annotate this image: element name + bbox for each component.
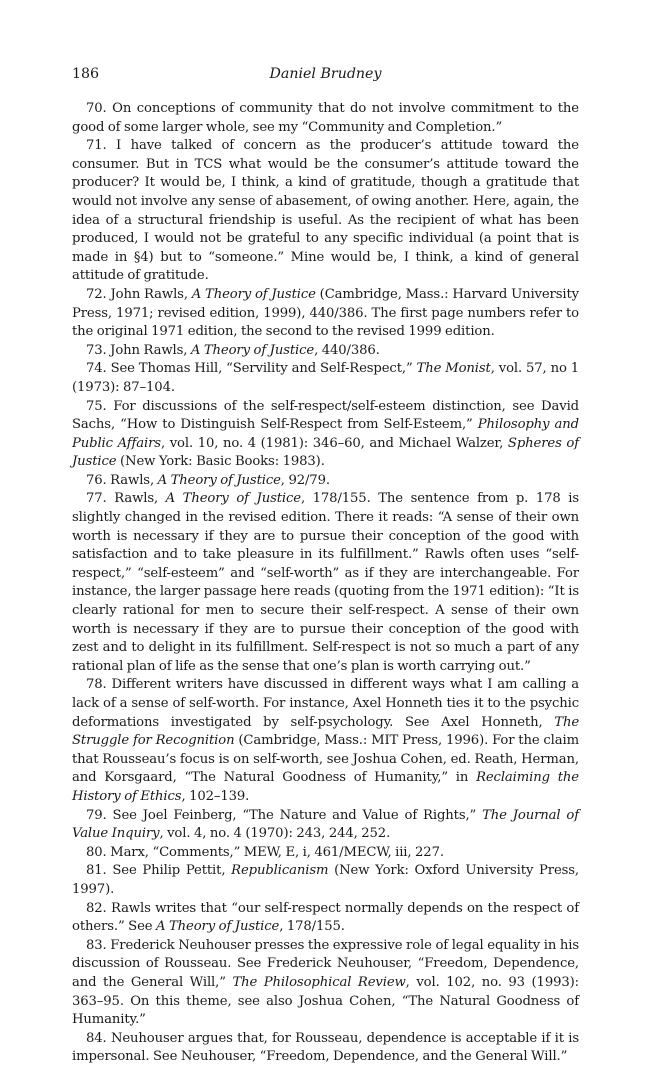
note-text: , 178/155. The sentence from p. 178 is slightly changed in the revised edition. There it reads: “A sense of their own worth is necessary if they are to pursue their conception of the good with satisfaction and to take pleasure in its fulfillment.” Rawls often uses “self-respect,” “self-esteem” and “self-worth” as if they are interchangeable. For instance, the larger passage here reads (quoting from the 1971 edition): “It is clearly rational for men to secure their self-respect. A sense of their own worth is necessary if they are to pursue their conception of the good with zest and to delight in its fulfillment. Self-respect is not so much a part of any rational plan of life as the sense that one’s plan is worth carrying out.”	[72, 491, 579, 674]
endnote	[72, 100, 579, 137]
endnote	[72, 398, 579, 472]
endnote	[72, 1030, 579, 1067]
endnote	[72, 844, 579, 863]
italic-title: A Theory of Justice	[165, 491, 301, 507]
note-text: (Cambridge, Mass.: Harvard University Press, 1971; revised edition, 1999), 440/386. The first page numbers refer to the original 1971 edition, the second to the revised 1999 edition.	[72, 286, 579, 340]
note-text: , 178/155.	[279, 919, 345, 935]
endnote	[72, 490, 579, 676]
italic-title: The Philosophical Review	[232, 974, 406, 990]
running-head: Daniel Brudney	[269, 66, 382, 82]
note-text: , vol. 57, no 1 (1973): 87–104.	[72, 361, 579, 395]
endnotes	[72, 100, 579, 1067]
note-text: , 92/79.	[280, 472, 330, 488]
italic-title: The Journal of Value Inquiry	[72, 807, 579, 842]
note-text: 70. On conceptions of community that do not involve commitment to the good of some larger whole, see my “Community and Completion.”	[72, 101, 579, 135]
italic-title: Philosophy and Public Affairs	[72, 417, 579, 451]
endnote	[72, 676, 579, 806]
endnote	[72, 342, 579, 361]
endnote	[72, 137, 579, 286]
italic-title: A Theory of Justice	[156, 919, 280, 935]
italic-title: The Struggle for Recognition	[72, 714, 579, 749]
endnote	[72, 900, 579, 937]
page-number: 186	[72, 66, 100, 82]
endnote	[72, 937, 579, 1030]
note-text: 84. Neuhouser argues that, for Rousseau, dependence is acceptable if it is impersonal. See Neuhouser, “Freedom, Dependence, and the General Will.”	[72, 1030, 579, 1065]
note-text: 82. Rawls writes that “our self-respect normally depends on the respect of others.” See	[72, 900, 579, 935]
note-text: 71. I have talked of concern as the producer’s attitude toward the consumer. But in TCS what would be the consumer’s attitude toward the producer? It would be, I think, a kind of gratitude, though a gratitude that would not involve any sense of abasement, of owing another. Here, again, the idea of a structural friendship is useful. As the recipient of what has been produced, I would not be grateful to any specific individual (a point that is made in §4) but to “someone.” Mine would be, I think, a kind of general attitude of gratitude.	[72, 138, 579, 284]
endnote	[72, 807, 579, 844]
note-text: 73. John Rawls,	[86, 342, 191, 358]
note-text: (New York: Basic Books: 1983).	[116, 454, 325, 470]
note-text: 77. Rawls,	[86, 491, 166, 507]
note-text: (New York: Oxford University Press, 1997).	[72, 863, 580, 897]
italic-title: A Theory of Justice	[157, 472, 281, 488]
note-text: , vol. 4, no. 4 (1970): 243, 244, 252.	[159, 826, 391, 842]
italic-title: A Theory of Justice	[190, 342, 315, 358]
note-text: , 440/386.	[314, 342, 380, 358]
italic-title: The Monist	[416, 361, 491, 377]
note-text: 81. See Philip Pettit,	[86, 863, 232, 879]
endnote	[72, 360, 579, 397]
page-header	[72, 66, 579, 86]
italic-title: A Theory of Justice	[191, 286, 316, 302]
note-text: 79. See Joel Feinberg, “The Nature and Value of Rights,”	[86, 807, 483, 823]
endnote	[72, 472, 579, 491]
italic-title: Republicanism	[231, 863, 329, 879]
note-text: 74. See Thomas Hill, “Servility and Self-Respect,”	[86, 361, 417, 377]
endnote	[72, 862, 579, 899]
note-text: , vol. 102, no. 93 (1993): 363–95. On this theme, see also Joshua Cohen, “The Natural Goodness of Humanity.”	[72, 974, 579, 1028]
italic-title: Reclaiming the History of Ethics	[72, 770, 579, 804]
note-text: 76. Rawls,	[86, 472, 158, 488]
note-text: 75. For discussions of the self-respect/self-esteem distinction, see David Sachs, “How to Distinguish Self-Respect from Self-Esteem,”	[72, 398, 579, 433]
note-text: , vol. 10, no. 4 (1981): 346–60, and Michael Walzer,	[160, 435, 508, 451]
italic-title: Spheres of Justice	[72, 435, 579, 470]
note-text: (Cambridge, Mass.: MIT Press, 1996). For the claim that Rousseau’s focus is on self-worth, see Joshua Cohen, ed. Reath, Herman, and Korsgaard, “The Natural Goodness of Humanity,” in	[72, 733, 579, 786]
note-text: , 102–139.	[181, 788, 250, 804]
note-text: 78. Different writers have discussed in different ways what I am calling a lack of a sense of self-worth. For instance, Axel Honneth ties it to the psychic deformations investigated by self-psychology. See Axel Honneth,	[72, 677, 579, 730]
note-text: 80. Marx, “Comments,” MEW, E, i, 461/MECW, iii, 227.	[86, 844, 444, 860]
endnote	[72, 286, 579, 342]
note-text: 72. John Rawls,	[86, 286, 192, 302]
note-text: 83. Frederick Neuhouser presses the expressive role of legal equality in his discussion of Rousseau. See Frederick Neuhouser, “Freedom, Dependence, and the General Will,”	[72, 937, 579, 990]
